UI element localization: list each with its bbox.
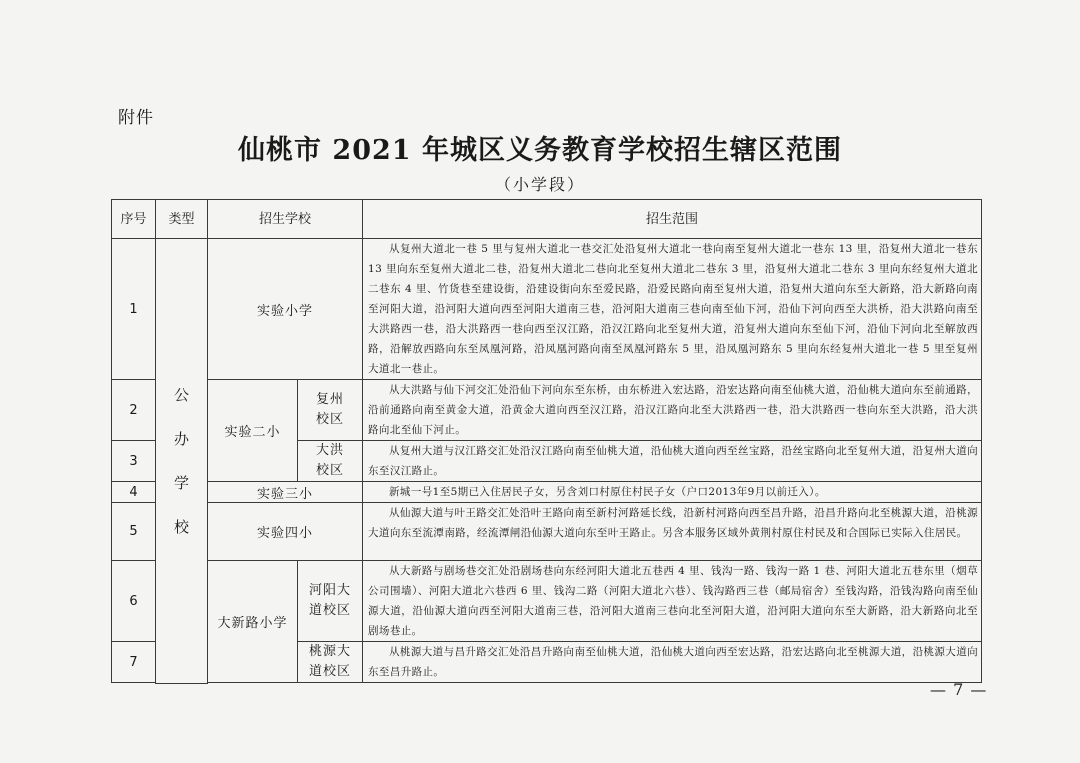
school-name: 大新路小学 [208, 561, 298, 683]
header-type: 类型 [156, 200, 208, 239]
school-name: 实验二小 [208, 380, 298, 482]
row-seq: 2 [112, 380, 156, 441]
type-label: 公办学校 [173, 385, 189, 536]
enrollment-scope: 从复州大道与汉江路交汇处沿汉江路向南至仙桃大道，沿仙桃大道向西至丝宝路，沿丝宝路向北至复州大道，沿复州大道向东至汉江路止。 [363, 441, 982, 482]
attachment-label: 附件 [118, 108, 154, 128]
table-row [112, 380, 982, 441]
row-seq: 6 [112, 561, 156, 642]
enrollment-scope: 从大新路与剧场巷交汇处沿剧场巷向东经河阳大道北五巷西 4 里、钱沟一路、钱沟一路 1 巷、河阳大道北五巷东里（烟草公司围墙）、河阳大道北六巷西 6 里、钱沟二路（河阳大道北六巷）、钱沟路西三巷（邮局宿舍）至钱沟路，沿钱沟路向南至仙源大道，沿仙源大道向西至河阳大道南三巷，沿河阳大道南三巷向北至河阳大道，沿河阳大道向东至大新路，沿大新路向北至剧场巷止。 [363, 561, 982, 642]
table-row [112, 503, 982, 561]
enrollment-scope: 从大洪路与仙下河交汇处沿仙下河向东至东桥，由东桥进入宏达路，沿宏达路向南至仙桃大道，沿仙桃大道向东至前通路，沿前通路向南至黄金大道，沿黄金大道向西至汉江路，沿汉江路向北至大洪路西一巷，沿大洪路西一巷向东至大洪路，沿大洪路向北至仙下河止。 [363, 380, 982, 441]
row-seq: 3 [112, 441, 156, 482]
campus-name: 桃源大道校区 [298, 642, 363, 683]
school-name: 实验三小 [208, 482, 363, 503]
page-number: — 7 — [930, 680, 988, 699]
row-seq: 4 [112, 482, 156, 503]
campus-name: 河阳大道校区 [298, 561, 363, 642]
table-row [112, 239, 982, 380]
header-scope: 招生范围 [363, 200, 982, 239]
campus-name: 复州校区 [298, 380, 363, 441]
school-name: 实验小学 [208, 239, 363, 380]
table-row [112, 561, 982, 642]
enrollment-scope: 从复州大道北一巷 5 里与复州大道北一巷交汇处沿复州大道北一巷向南至复州大道北一巷东 13 里，沿复州大道北一巷东 13 里向东至复州大道北二巷，沿复州大道北二巷向北至复州大道北二巷东 3 里，沿复州大道北二巷东 3 里向东经复州大道北二巷东 4 里、竹货巷至建设街，沿建设街向东至爱民路，沿爱民路向南至复州大道，沿复州大道向东至大新路，沿大新路向南至河阳大道，沿河阳大道向西至河阳大道南三巷，沿河阳大道南三巷向南至仙下河，沿仙下河向西至大洪桥，沿大洪路向南至大洪路西一巷，沿大洪路西一巷向西至汉江路，沿汉江路向北至复州大道，沿复州大道向东至仙下河，沿仙下河向北至解放西路，沿解放西路向东至凤凰河路，沿凤凰河路向南至凤凰河路东 5 里，沿凤凰河路东 5 里向东经复州大道北一巷 5 里至复州大道北一巷止。 [363, 239, 982, 380]
row-seq: 5 [112, 503, 156, 561]
enrollment-scope: 从桃源大道与昌升路交汇处沿昌升路向南至仙桃大道，沿仙桃大道向西至宏达路，沿宏达路向北至桃源大道，沿桃源大道向东至昌升路止。 [363, 642, 982, 683]
document-title: 仙桃市 2021 年城区义务教育学校招生辖区范围 [238, 135, 842, 166]
enrollment-scope: 新城一号1至5期已入住居民子女，另含刘口村原住村民子女（户口2013年9月以前迁入）。 [363, 482, 982, 503]
type-cell [156, 239, 208, 684]
header-school: 招生学校 [208, 200, 363, 239]
school-name: 实验四小 [208, 503, 363, 561]
campus-name: 大洪校区 [298, 441, 363, 482]
header-seq: 序号 [112, 200, 156, 239]
enrollment-scope: 从仙源大道与叶王路交汇处沿叶王路向南至新村河路延长线，沿新村河路向西至昌升路，沿昌升路向北至桃源大道，沿桃源大道向东至流潭南路，经流潭闸沿仙源大道向东至叶王路止。另含本服务区域外黄荆村原住村民及和合国际已实际入住居民。 [363, 503, 982, 561]
document-subtitle: （小学段） [494, 175, 585, 194]
enrollment-zone-table [111, 199, 982, 684]
table-header-row [112, 200, 982, 239]
table-row [112, 482, 982, 503]
row-seq: 7 [112, 642, 156, 683]
row-seq: 1 [112, 239, 156, 380]
